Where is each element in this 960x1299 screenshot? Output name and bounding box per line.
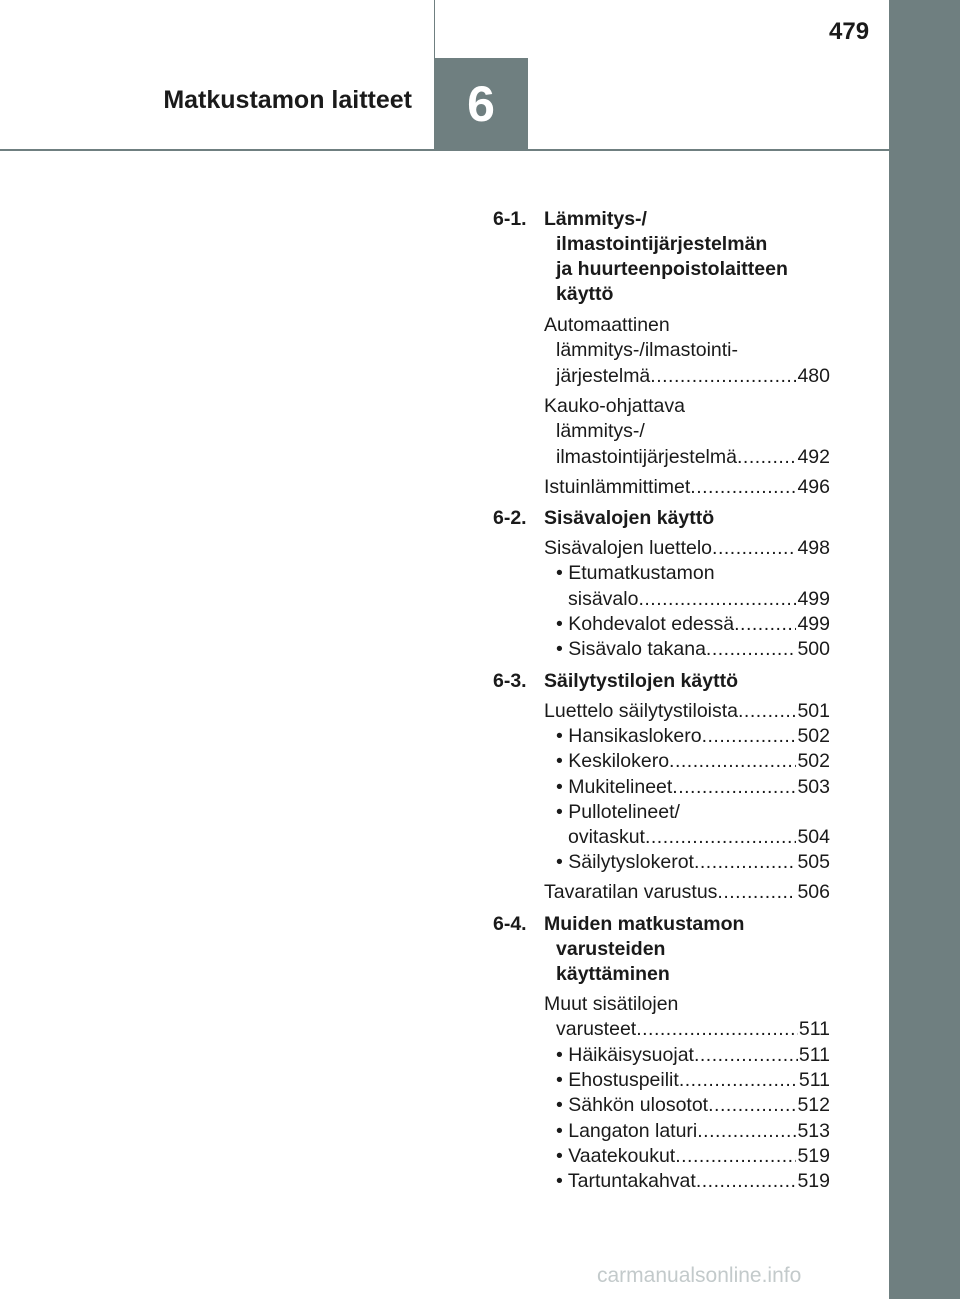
entry-page: 502: [797, 725, 830, 747]
section-title: ja huurteenpoistolaitteen: [556, 258, 788, 280]
entry-label: järjestelmä: [556, 365, 651, 387]
leader-dots: [706, 637, 797, 662]
toc-entry[interactable]: [556, 364, 830, 389]
leader-dots: [697, 1119, 796, 1144]
entry-page: 502: [797, 750, 830, 772]
entry-page: 504: [797, 826, 830, 848]
leader-dots: [738, 699, 796, 724]
toc-entry[interactable]: [556, 1144, 830, 1169]
leader-dots: [669, 749, 796, 774]
section-number: 6-1.: [493, 208, 527, 230]
toc-entry[interactable]: [556, 637, 830, 662]
toc-entry[interactable]: [556, 749, 830, 774]
toc-entry[interactable]: [568, 587, 830, 612]
entry-label: • Mukitelineet: [556, 776, 673, 798]
chapter-number-tab: [434, 58, 528, 150]
entry-page: 512: [797, 1094, 830, 1116]
entry-label: ovitaskut: [568, 826, 645, 848]
toc-entry[interactable]: [556, 1068, 830, 1093]
toc-entry[interactable]: [556, 724, 830, 749]
entry-page: 498: [797, 537, 830, 559]
toc-entry[interactable]: [544, 394, 830, 419]
toc-entry[interactable]: [556, 850, 830, 875]
toc-entry[interactable]: [544, 536, 830, 561]
leader-dots: [645, 825, 797, 850]
entry-label: Muut sisätilojen: [544, 993, 679, 1015]
leader-dots: [636, 1017, 798, 1042]
entry-label: • Vaatekoukut: [556, 1145, 676, 1167]
toc-entry[interactable]: [544, 313, 830, 338]
entry-label: Luettelo säilytystiloista: [544, 700, 739, 722]
entry-page: 492: [797, 446, 830, 468]
entry-label: • Sähkön ulosotot: [556, 1094, 709, 1116]
entry-label: Istuinlämmittimet: [544, 476, 691, 498]
section-title: Sisävalojen käyttö: [544, 507, 715, 529]
toc-entry[interactable]: [556, 1119, 830, 1144]
leader-dots: [675, 1144, 796, 1169]
entry-label: • Kohdevalot edessä: [556, 613, 735, 635]
toc-entry[interactable]: [568, 825, 830, 850]
entry-page: 499: [797, 588, 830, 610]
toc-entry[interactable]: [544, 475, 830, 500]
entry-label: ilmastointijärjestelmä: [556, 446, 737, 468]
section-title: ilmastointijärjestelmän: [556, 233, 768, 255]
entry-label: sisävalo: [568, 588, 639, 610]
section-title: Muiden matkustamon: [544, 913, 745, 935]
entry-label: • Langaton laturi: [556, 1120, 698, 1142]
entry-page: 513: [797, 1120, 830, 1142]
leader-dots: [717, 880, 796, 905]
leader-dots: [737, 445, 796, 470]
entry-page: 511: [798, 1044, 830, 1066]
toc-entry[interactable]: [544, 699, 830, 724]
chapter-side-band: [889, 0, 960, 1299]
entry-label: • Etumatkustamon: [556, 562, 715, 584]
leader-dots: [696, 1169, 797, 1194]
leader-dots: [734, 612, 796, 637]
toc-entry[interactable]: [556, 561, 830, 586]
entry-page: 505: [797, 851, 830, 873]
leader-dots: [694, 1043, 798, 1068]
entry-label: Sisävalojen luettelo: [544, 537, 713, 559]
entry-page: 500: [797, 638, 830, 660]
entry-label: varusteet: [556, 1018, 637, 1040]
toc-entry[interactable]: [556, 445, 830, 470]
toc-entry[interactable]: [556, 800, 830, 825]
entry-label: Tavaratilan varustus: [544, 881, 718, 903]
entry-label: Automaattinen: [544, 314, 670, 336]
entry-page: 496: [797, 476, 830, 498]
page-number: 479: [829, 18, 870, 45]
toc-entry[interactable]: [556, 1169, 830, 1194]
entry-label: • Hansikaslokero: [556, 725, 702, 747]
entry-label: • Säilytyslokerot: [556, 851, 694, 873]
entry-label: • Häikäisysuojat: [556, 1044, 694, 1066]
leader-dots: [672, 775, 796, 800]
entry-page: 480: [797, 365, 830, 387]
entry-page: 499: [797, 613, 830, 635]
entry-label: • Sisävalo takana: [556, 638, 706, 660]
leader-dots: [712, 536, 796, 561]
toc-entry[interactable]: [556, 612, 830, 637]
section-title: varusteiden: [556, 938, 666, 960]
watermark: carmanualsonline.info: [597, 1264, 802, 1287]
entry-label: Kauko-ohjattava: [544, 395, 685, 417]
toc-entry[interactable]: [544, 992, 830, 1017]
section-title: käyttö: [556, 283, 614, 305]
entry-page: 501: [797, 700, 830, 722]
leader-dots: [650, 364, 796, 389]
chapter-number: 6: [467, 76, 495, 132]
toc-entry[interactable]: [556, 1017, 830, 1042]
entry-label: lämmitys-/: [556, 420, 645, 442]
section-number: 6-4.: [493, 913, 527, 935]
leader-dots: [694, 850, 796, 875]
section-title: Lämmitys-/: [544, 208, 647, 230]
toc-entry[interactable]: [556, 1093, 830, 1118]
toc-entry[interactable]: [556, 338, 830, 363]
section-number: 6-2.: [493, 507, 527, 529]
entry-label: • Keskilokero: [556, 750, 670, 772]
entry-page: 519: [797, 1145, 830, 1167]
leader-dots: [690, 475, 796, 500]
leader-dots: [638, 587, 796, 612]
leader-dots: [679, 1068, 798, 1093]
toc-entry[interactable]: [544, 880, 830, 905]
entry-page: 511: [798, 1018, 830, 1040]
chapter-title: Matkustamon laitteet: [163, 86, 412, 114]
toc-entry[interactable]: [556, 775, 830, 800]
toc-entry[interactable]: [556, 419, 830, 444]
toc-entry[interactable]: [556, 1043, 830, 1068]
section-title: Säilytystilojen käyttö: [544, 670, 738, 692]
entry-label: • Tartuntakahvat: [556, 1170, 696, 1192]
leader-dots: [702, 724, 797, 749]
leader-dots: [708, 1093, 796, 1118]
entry-label: lämmitys-/ilmastointi-: [556, 339, 739, 361]
entry-page: 511: [798, 1069, 830, 1091]
entry-label: • Pullotelineet/: [556, 801, 680, 823]
tab-divider: [434, 0, 435, 58]
entry-page: 506: [797, 881, 830, 903]
entry-label: • Ehostuspeilit: [556, 1069, 679, 1091]
section-number: 6-3.: [493, 670, 527, 692]
entry-page: 519: [797, 1170, 830, 1192]
section-title: käyttäminen: [556, 963, 670, 985]
entry-page: 503: [797, 776, 830, 798]
